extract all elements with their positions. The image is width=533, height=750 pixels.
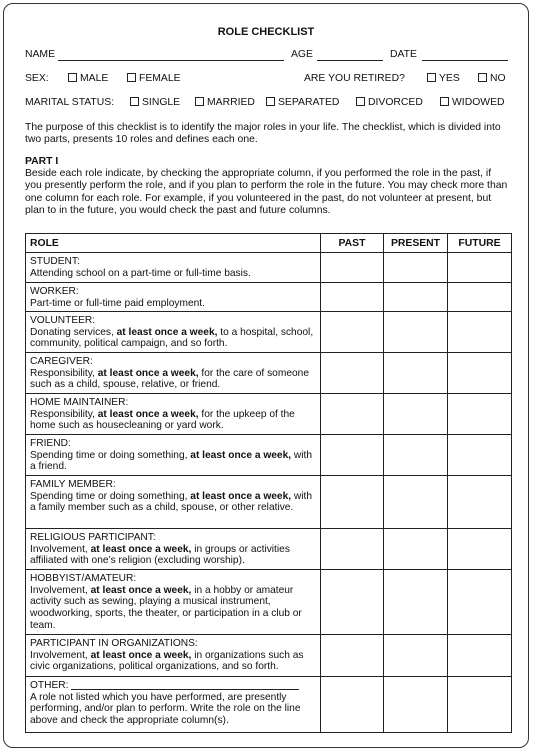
past-checkbox-cell[interactable] (321, 283, 384, 312)
name-label: NAME (25, 49, 56, 60)
part-instructions: Beside each role indicate, by checking the appropriate column, if you performed the role in the past, if you presently perform the role, and if you plan to perform the role in the future. You may check more than one column for each role. For example, if you volunteered in the past, do not volunteer at present, but plan to in the future, you would check the past and future columns. (25, 168, 508, 216)
retired-label: ARE YOU RETIRED? (304, 73, 405, 84)
past-checkbox-cell[interactable] (321, 635, 384, 677)
role-description: Involvement, at least once a week, in organizations such as civic organizations, political organizations, and so forth. (30, 649, 304, 673)
role-description: Responsibility, at least once a week, for the upkeep of the home such as housecleaning or yard work. (30, 408, 295, 432)
column-header-future: FUTURE (448, 234, 512, 253)
role-description: Part-time or full-time paid employment. (30, 297, 205, 309)
table-row (26, 677, 512, 733)
future-checkbox-cell[interactable] (448, 283, 512, 312)
role-cell (26, 435, 321, 476)
table-row (26, 529, 512, 570)
date-field[interactable] (422, 50, 508, 61)
past-checkbox-cell[interactable] (321, 476, 384, 529)
age-field[interactable] (317, 50, 383, 61)
table-row (26, 353, 512, 394)
role-cell (26, 353, 321, 394)
future-checkbox-cell[interactable] (448, 435, 512, 476)
checkbox[interactable] (356, 97, 365, 106)
present-checkbox-cell[interactable] (384, 283, 448, 312)
present-checkbox-cell[interactable] (384, 529, 448, 570)
role-table (25, 233, 512, 733)
future-checkbox-cell[interactable] (448, 570, 512, 635)
marital-option-divorced[interactable]: DIVORCED (356, 97, 423, 108)
name-field[interactable] (58, 50, 284, 61)
role-cell (26, 283, 321, 312)
role-name: HOBBYIST/AMATEUR: (30, 573, 137, 585)
checkbox[interactable] (127, 73, 136, 82)
role-description: Spending time or doing something, at least once a week, with a family member such as a child, spouse, or other relative. (30, 490, 313, 514)
table-row (26, 435, 512, 476)
sex-label: SEX: (25, 73, 49, 84)
marital-option-widowed[interactable]: WIDOWED (440, 97, 505, 108)
role-checklist-form (3, 3, 529, 748)
role-description: Responsibility, at least once a week, for the care of someone such as a child, spouse, relative, or friend. (30, 367, 309, 391)
table-row (26, 312, 512, 353)
age-label: AGE (291, 49, 313, 60)
date-label: DATE (390, 49, 417, 60)
future-checkbox-cell[interactable] (448, 312, 512, 353)
present-checkbox-cell[interactable] (384, 394, 448, 435)
checkbox[interactable] (266, 97, 275, 106)
past-checkbox-cell[interactable] (321, 312, 384, 353)
present-checkbox-cell[interactable] (384, 435, 448, 476)
retired-option-no[interactable]: NO (478, 73, 506, 84)
present-checkbox-cell[interactable] (384, 253, 448, 283)
page-title: ROLE CHECKLIST (217, 26, 315, 38)
role-name: HOME MAINTAINER: (30, 397, 129, 409)
role-cell (26, 312, 321, 353)
table-row (26, 635, 512, 677)
role-cell (26, 677, 321, 733)
marital-option-single[interactable]: SINGLE (130, 97, 180, 108)
column-header-role: ROLE (26, 234, 321, 253)
present-checkbox-cell[interactable] (384, 476, 448, 529)
future-checkbox-cell[interactable] (448, 253, 512, 283)
checkbox[interactable] (478, 73, 487, 82)
role-description: A role not listed which you have performed, are presently performing, and/or plan to perform. Write the role on the line above and check the appropriate column(s). (30, 691, 301, 726)
past-checkbox-cell[interactable] (321, 529, 384, 570)
past-checkbox-cell[interactable] (321, 435, 384, 476)
role-description: Involvement, at least once a week, in groups or activities affiliated with one’s religion (excluding worship). (30, 543, 290, 567)
role-description: Attending school on a part-time or full-time basis. (30, 267, 251, 279)
checkbox[interactable] (195, 97, 204, 106)
marital-status-label: MARITAL STATUS: (25, 97, 115, 108)
role-description: Donating services, at least once a week, to a hospital, school, community, political campaign, and so forth. (30, 326, 314, 350)
role-name: OTHER: (30, 680, 316, 692)
future-checkbox-cell[interactable] (448, 394, 512, 435)
column-header-past: PAST (321, 234, 384, 253)
table-row (26, 476, 512, 529)
role-name: RELIGIOUS PARTICIPANT: (30, 532, 156, 544)
marital-option-separated[interactable]: SEPARATED (266, 97, 339, 108)
role-name: VOLUNTEER: (30, 315, 96, 327)
role-cell (26, 635, 321, 677)
role-cell (26, 394, 321, 435)
sex-option-female[interactable]: FEMALE (127, 73, 181, 84)
future-checkbox-cell[interactable] (448, 677, 512, 733)
checkbox[interactable] (427, 73, 436, 82)
role-name: CAREGIVER: (30, 356, 93, 368)
past-checkbox-cell[interactable] (321, 677, 384, 733)
intro-paragraph: The purpose of this checklist is to identify the major roles in your life. The checklist, which is divided into two parts, presents 10 roles and defines each one. (25, 122, 501, 146)
future-checkbox-cell[interactable] (448, 353, 512, 394)
table-row (26, 570, 512, 635)
role-description: Involvement, at least once a week, in a hobby or amateur activity such as sewing, playing a musical instrument, woodworking, sports, the theater, or participation in a club or team. (30, 584, 302, 631)
role-name: WORKER: (30, 286, 79, 297)
role-cell (26, 253, 321, 283)
future-checkbox-cell[interactable] (448, 476, 512, 529)
checkbox[interactable] (130, 97, 139, 106)
past-checkbox-cell[interactable] (321, 570, 384, 635)
checkbox[interactable] (68, 73, 77, 82)
present-checkbox-cell[interactable] (384, 677, 448, 733)
present-checkbox-cell[interactable] (384, 570, 448, 635)
column-header-present: PRESENT (384, 234, 448, 253)
present-checkbox-cell[interactable] (384, 312, 448, 353)
other-role-input[interactable] (71, 680, 299, 690)
future-checkbox-cell[interactable] (448, 635, 512, 677)
role-name: STUDENT: (30, 256, 80, 267)
future-checkbox-cell[interactable] (448, 529, 512, 570)
retired-option-yes[interactable]: YES (427, 73, 460, 84)
table-header-row (26, 234, 512, 253)
role-description: Spending time or doing something, at least once a week, with a friend. (30, 449, 313, 473)
role-cell (26, 476, 321, 529)
role-name: FRIEND: (30, 438, 71, 450)
checkbox[interactable] (440, 97, 449, 106)
past-checkbox-cell[interactable] (321, 394, 384, 435)
present-checkbox-cell[interactable] (384, 353, 448, 394)
sex-option-male[interactable]: MALE (68, 73, 108, 84)
past-checkbox-cell[interactable] (321, 353, 384, 394)
role-name: PARTICIPANT IN ORGANIZATIONS: (30, 638, 198, 650)
role-cell (26, 570, 321, 635)
table-row (26, 253, 512, 283)
marital-option-married[interactable]: MARRIED (195, 97, 255, 108)
past-checkbox-cell[interactable] (321, 253, 384, 283)
table-row (26, 283, 512, 312)
role-cell (26, 529, 321, 570)
part-heading: PART I (25, 156, 59, 167)
table-row (26, 394, 512, 435)
role-name: FAMILY MEMBER: (30, 479, 116, 491)
present-checkbox-cell[interactable] (384, 635, 448, 677)
